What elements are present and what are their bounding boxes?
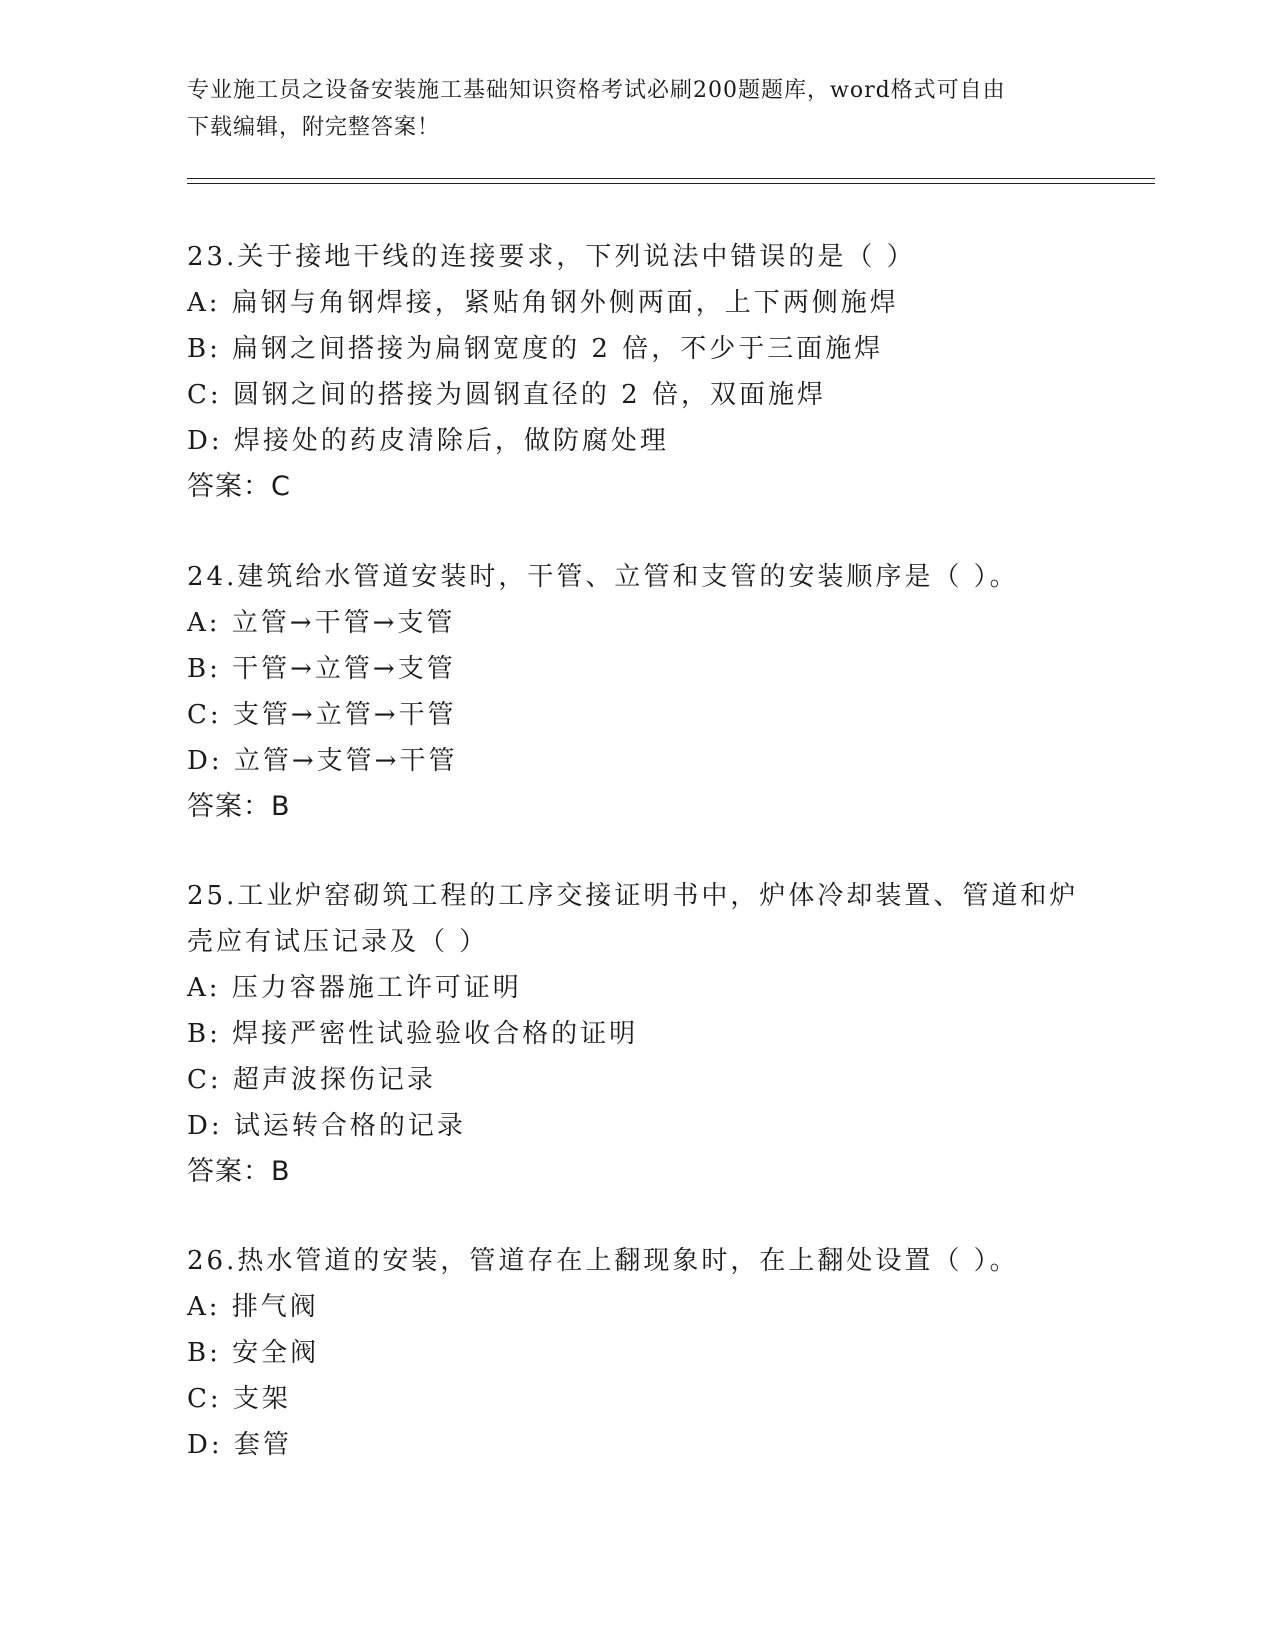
question-stem-line-1: 25.工业炉窑砌筑工程的工序交接证明书中，炉体冷却装置、管道和炉 — [187, 881, 1079, 911]
question-25 — [187, 873, 1087, 1195]
option-d: D: 试运转合格的记录 — [187, 1111, 466, 1141]
question-23 — [187, 234, 1087, 510]
header-divider-top — [187, 178, 1155, 179]
header-divider-bottom — [187, 183, 1155, 184]
option-a: A: 立管→干管→支管 — [187, 608, 456, 638]
answer: 答案：C — [187, 471, 291, 502]
option-b: B: 扁钢之间搭接为扁钢宽度的 2 倍，不少于三面施焊 — [187, 334, 884, 364]
question-26 — [187, 1238, 1087, 1468]
answer: 答案：B — [187, 791, 291, 822]
question-stem: 26.热水管道的安装，管道存在上翻现象时，在上翻处设置（ ）。 — [187, 1246, 1019, 1276]
option-d: D: 立管→支管→干管 — [187, 746, 458, 776]
option-d: D: 焊接处的药皮清除后，做防腐处理 — [187, 426, 669, 456]
option-a: A: 压力容器施工许可证明 — [187, 973, 522, 1003]
header-line-2: 下载编辑，附完整答案！ — [187, 115, 441, 140]
question-24 — [187, 554, 1087, 830]
question-stem: 24.建筑给水管道安装时，干管、立管和支管的安装顺序是（ ）。 — [187, 562, 1019, 592]
option-c: C: 支架 — [187, 1384, 291, 1414]
option-b: B: 焊接严密性试验验收合格的证明 — [187, 1019, 639, 1049]
header-line-1: 专业施工员之设备安装施工基础知识资格考试必刷200题题库，word格式可自由 — [187, 78, 1006, 103]
option-a: A: 排气阀 — [187, 1292, 319, 1322]
answer: 答案：B — [187, 1156, 291, 1187]
question-stem: 23.关于接地干线的连接要求，下列说法中错误的是（ ） — [187, 242, 916, 272]
document-header — [187, 72, 1087, 146]
question-stem-line-2: 壳应有试压记录及（ ） — [187, 927, 489, 957]
option-d: D: 套管 — [187, 1430, 292, 1460]
option-c: C: 超声波探伤记录 — [187, 1065, 436, 1095]
option-c: C: 支管→立管→干管 — [187, 700, 457, 730]
option-b: B: 安全阀 — [187, 1338, 320, 1368]
option-c: C: 圆钢之间的搭接为圆钢直径的 2 倍，双面施焊 — [187, 380, 826, 410]
option-a: A: 扁钢与角钢焊接，紧贴角钢外侧两面，上下两侧施焊 — [187, 288, 899, 318]
option-b: B: 干管→立管→支管 — [187, 654, 456, 684]
